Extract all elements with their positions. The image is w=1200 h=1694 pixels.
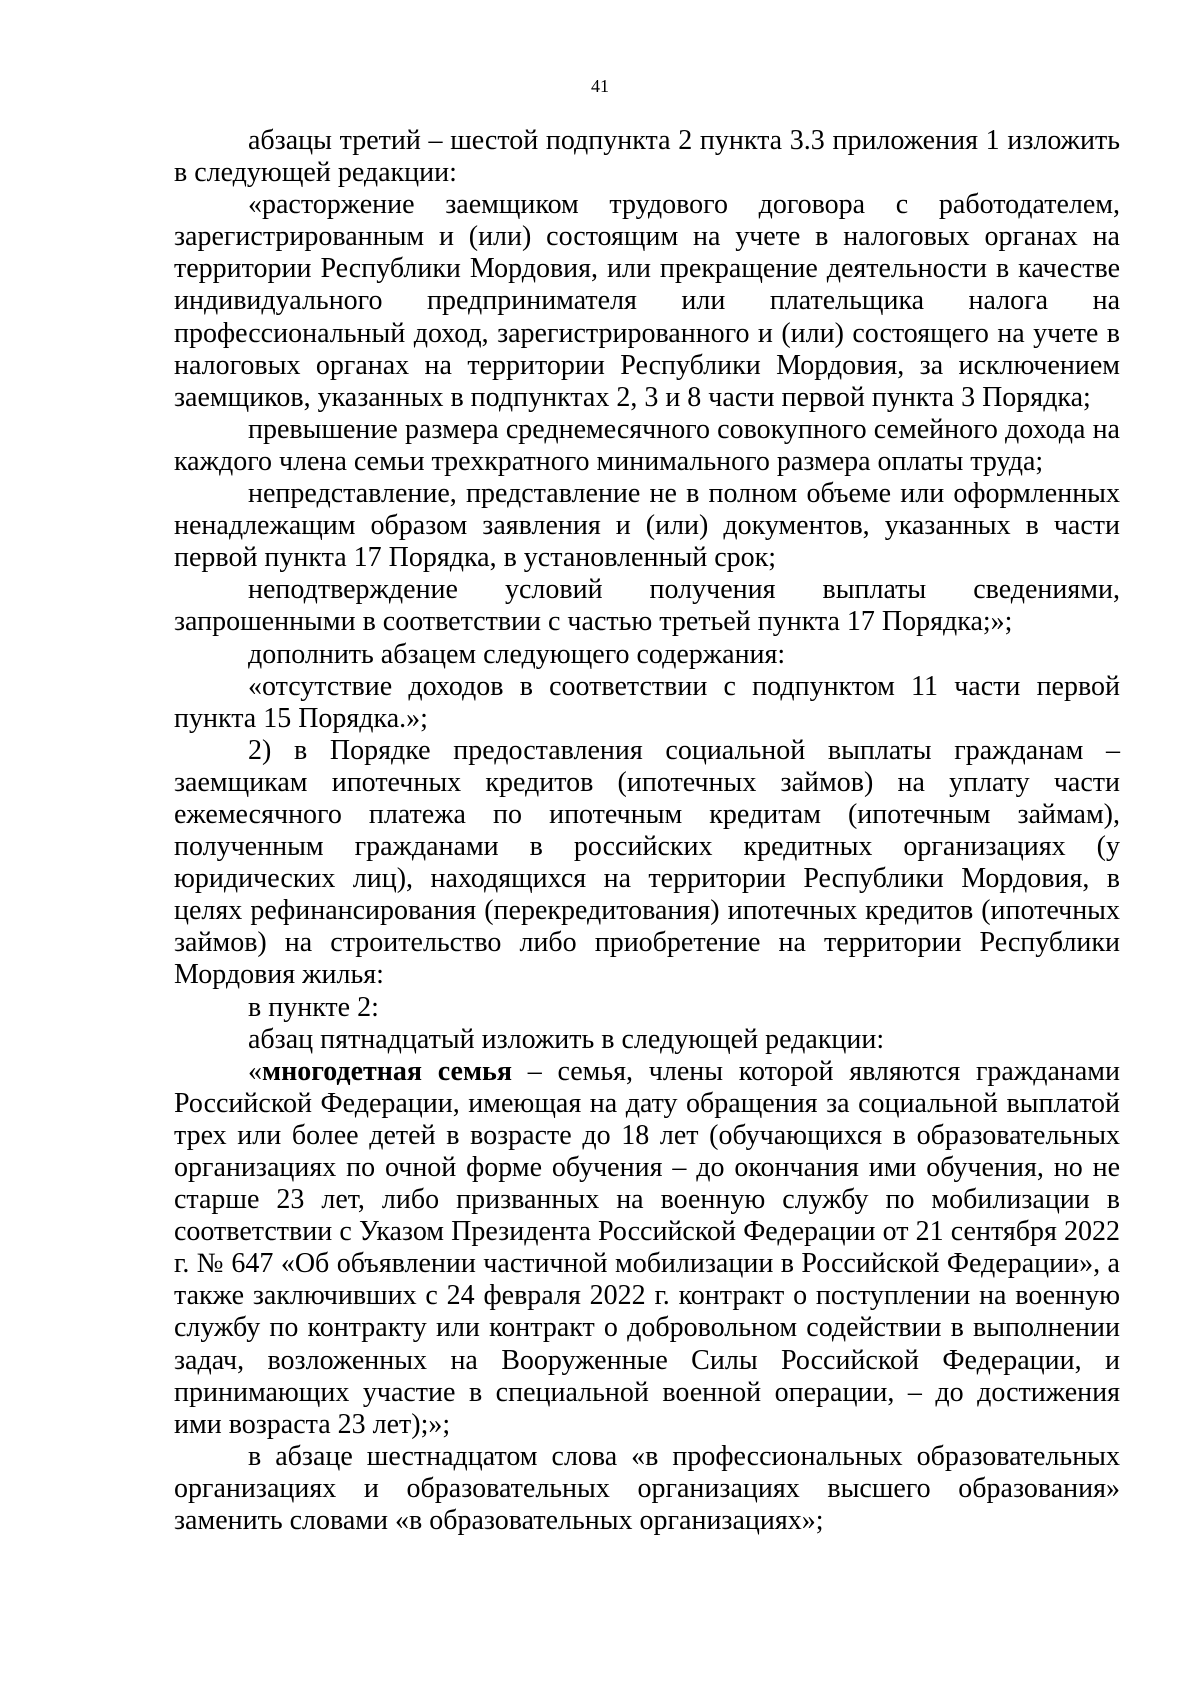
paragraph-3: превышение размера среднемесячного совокупного семейного дохода на каждого члена семьи трехкратного минимального размера оплаты труда; bbox=[174, 413, 1120, 477]
paragraph-4: непредставление, представление не в полном объеме или оформленных ненадлежащим образом заявления и (или) документов, указанных в части первой пункта 17 Порядка, в установленный срок; bbox=[174, 478, 1120, 574]
paragraph-7: «отсутствие доходов в соответствии с подпунктом 11 части первой пункта 15 Порядка.»; bbox=[174, 670, 1120, 734]
paragraph-8: 2) в Порядке предоставления социальной выплаты гражданам – заемщикам ипотечных кредитов (ипотечных займов) на уплату части ежемесячного платежа по ипотечным кредитам (ипотечным займам), полученным гражданами в российских кредитных организациях (у юридических лиц), находящихся на территории Республики Мордовия, в целях рефинансирования (перекредитования) ипотечных кредитов (ипотечных займов) на строительство либо приобретение на территории Республики Мордовия жилья: bbox=[174, 734, 1120, 991]
document-body bbox=[174, 125, 1120, 1537]
paragraph-2: «расторжение заемщиком трудового договора с работодателем, зарегистрированным и (или) состоящим на учете в налоговых органах на территории Республики Мордовия, или прекращение деятельности в качестве индивидуального предпринимателя или плательщика налога на профессиональный доход, зарегистрированного и (или) состоящего на учете в налоговых органах на территории Республики Мордовия, за исключением заемщиков, указанных в подпунктах 2, 3 и 8 части первой пункта 3 Порядка; bbox=[174, 189, 1120, 413]
paragraph-9: в пункте 2: bbox=[248, 991, 379, 1023]
paragraph-5: неподтверждение условий получения выплаты сведениями, запрошенными в соответствии с частью третьей пункта 17 Порядка;»; bbox=[174, 574, 1120, 638]
paragraph-6: дополнить абзацем следующего содержания: bbox=[248, 638, 786, 670]
page-number: 41 bbox=[591, 76, 609, 96]
paragraph-12: в абзаце шестнадцатом слова «в профессиональных образовательных организациях и образовательных организациях высшего образования» заменить словами «в образовательных организациях»; bbox=[174, 1440, 1120, 1537]
quote-open: « bbox=[248, 1055, 262, 1087]
defined-term: многодетная семья bbox=[262, 1055, 513, 1087]
paragraph-11-definition bbox=[174, 1056, 1120, 1441]
paragraph-1: абзацы третий – шестой подпункта 2 пункта 3.3 приложения 1 изложить в следующей редакции: bbox=[174, 125, 1120, 189]
paragraph-10: абзац пятнадцатый изложить в следующей редакции: bbox=[248, 1023, 885, 1055]
definition-text: – семья, члены которой являются гражданами Российской Федерации, имеющая на дату обращения за социальной выплатой трех или более детей в возрасте до 18 лет (обучающихся в образовательных организациях по очной форме обучения – до окончания ими обучения, но не старше 23 лет, либо призванных на военную службу по мобилизации в соответствии с Указом Президента Российской Федерации от 21 сентября 2022 г. № 647 «Об объявлении частичной мобилизации в Российской Федерации», а также заключивших с 24 февраля 2022 г. контракт о поступлении на военную службу по контракту или контракт о добровольном содействии в выполнении задач, возложенных на Вооруженные Силы Российской Федерации, и принимающих участие в специальной военной операции, – до достижения ими возраста 23 лет);»; bbox=[174, 1055, 1120, 1440]
